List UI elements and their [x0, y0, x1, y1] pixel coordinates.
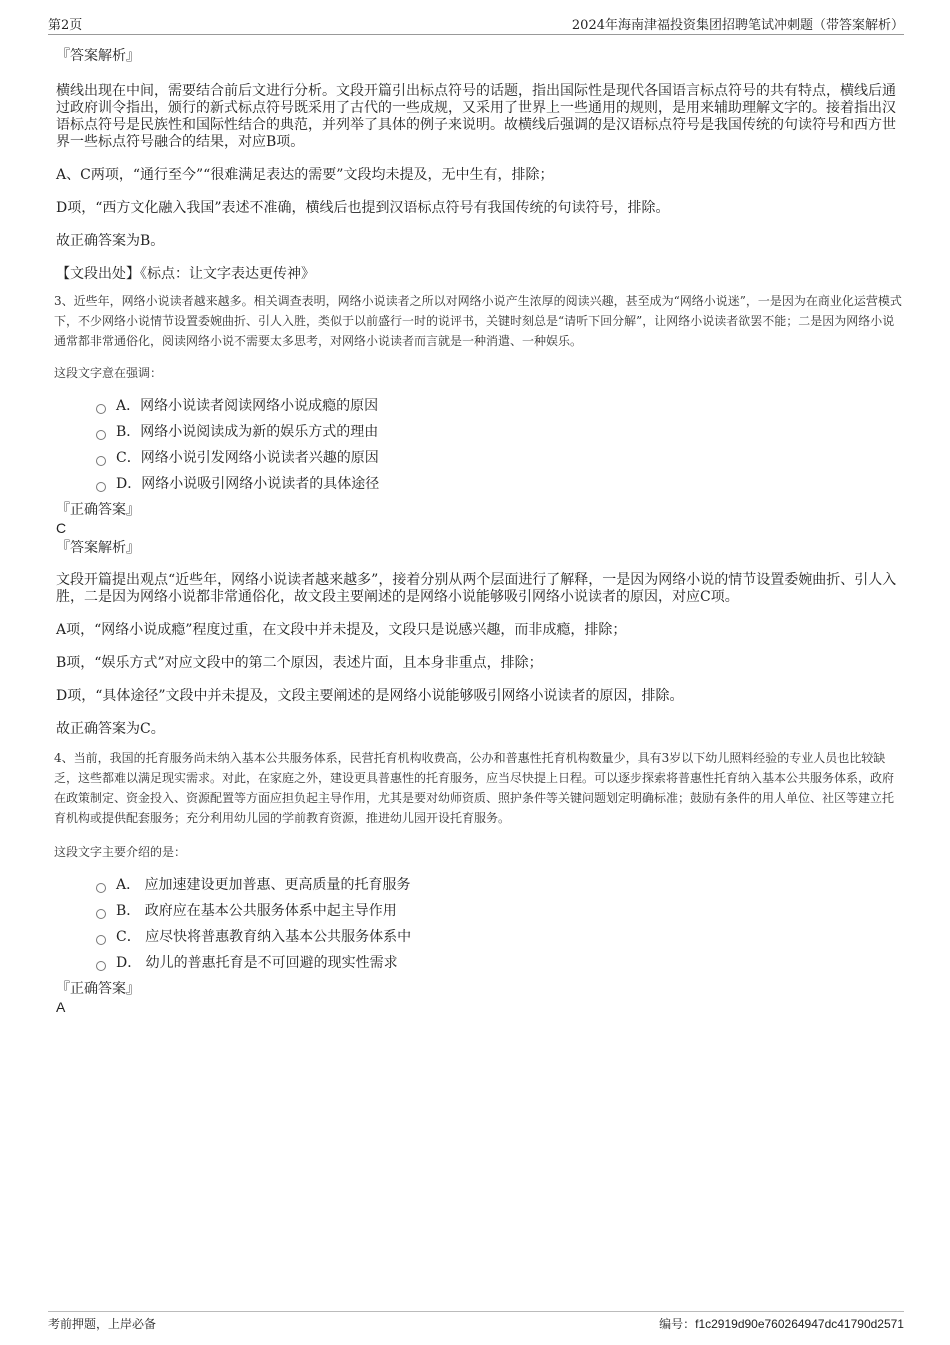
q4-option-d[interactable]	[56, 950, 902, 976]
radio-icon[interactable]	[96, 430, 106, 440]
q3-analysis-p1: 文段开篇提出观点“近些年，网络小说读者越来越多”，接着分别从两个层面进行了解释，一是因为网络小说的情节设置委婉曲折、引人入胜，二是因为网络小说都非常通俗化，故文段主要阐述的是网络小说能够吸引网络小说读者的原因，对应C项。	[56, 572, 897, 605]
q4-option-b-label: B． 政府应在基本公共服务体系中起主导作用	[116, 903, 397, 919]
q4-question: 这段文字主要介绍的是：	[54, 845, 187, 859]
q3-analysis-p4: D项，“具体途径”文段中并未提及，文段主要阐述的是网络小说能够吸引网络小说读者的原因，排除。	[56, 688, 684, 704]
q2-analysis-p1: 横线出现在中间，需要结合前后文进行分析。文段开篇引出标点符号的话题，指出国际性是现代各国语言标点符号的共有特点，横线后通过政府训令指出，颁行的新式标点符号既采用了古代的一些成规，又采用了世界上一些通用的规则，是用来辅助理解文字的。接着指出汉语标点符号是民族性和国际性结合的典范，并列举了具体的例子来说明。故横线后强调的是汉语标点符号是我国传统的句读符号和西方世界一些标点符号融合的结果，对应B项。	[56, 83, 896, 150]
radio-icon[interactable]	[96, 482, 106, 492]
radio-icon[interactable]	[96, 456, 106, 466]
q2-analysis-p3: D项，“西方文化融入我国”表述不准确，横线后也提到汉语标点符号有我国传统的句读符号，排除。	[56, 200, 670, 216]
q3-option-a[interactable]	[56, 393, 902, 419]
radio-icon[interactable]	[96, 909, 106, 919]
q3-correct-answer: C	[56, 520, 67, 536]
page-number: 第2页	[48, 18, 83, 33]
q2-analysis-label: 『答案解析』	[56, 48, 140, 64]
radio-icon[interactable]	[96, 404, 106, 414]
q4-options	[56, 872, 902, 976]
radio-icon[interactable]	[96, 935, 106, 945]
main-content	[56, 44, 902, 1016]
q3-option-b[interactable]	[56, 419, 902, 445]
q4-option-b[interactable]	[56, 898, 902, 924]
q3-option-c-label: C．网络小说引发网络小说读者兴趣的原因	[116, 450, 379, 466]
document-title: 2024年海南津福投资集团招聘笔试冲刺题（带答案解析）	[571, 18, 904, 33]
q2-analysis-p2: A、C两项，“通行至今”“很难满足表达的需要”文段均未提及，无中生有，排除；	[56, 167, 554, 183]
q3-stem: 3、近些年，网络小说读者越来越多。相关调查表明，网络小说读者之所以对网络小说产生浓厚的阅读兴趣，甚至成为“网络小说迷”，一是因为在商业化运营模式下，不少网络小说情节设置委婉曲折、引人入胜，类似于以前盛行一时的说评书，关键时刻总是“请听下回分解”，让网络小说读者欲罢不能；二是因为网络小说通常都非常通俗化，阅读网络小说不需要太多思考，对网络小说读者而言就是一种消遣、一种娱乐。	[54, 294, 902, 348]
page-header	[48, 12, 904, 35]
q4-correct-label: 『正确答案』	[56, 981, 140, 997]
q4-correct-answer: A	[56, 999, 66, 1015]
q4-option-c-label: C． 应尽快将普惠教育纳入基本公共服务体系中	[116, 929, 412, 945]
q2-analysis-p4: 故正确答案为B。	[56, 233, 165, 249]
q2-source: 【文段出处】《标点：让文字表达更传神》	[56, 266, 315, 282]
page-footer	[48, 1311, 904, 1334]
q3-analysis-label: 『答案解析』	[56, 540, 140, 556]
q3-option-d[interactable]	[56, 471, 902, 497]
q4-option-c[interactable]	[56, 924, 902, 950]
q4-stem: 4、当前，我国的托育服务尚未纳入基本公共服务体系，民营托育机构收费高，公办和普惠性托育机构数量少，具有3岁以下幼儿照料经验的专业人员也比较缺乏，这些都难以满足现实需求。对此，在家庭之外，建设更具普惠性的托育服务，应当尽快提上日程。可以逐步探索将普惠性托育纳入基本公共服务体系，政府在政策制定、资金投入、资源配置等方面应担负起主导作用，尤其是要对幼师资质、照护条件等关键问题划定明确标准；鼓励有条件的用人单位、社区等建立托育机构或提供配套服务；充分利用幼儿园的学前教育资源，推进幼儿园开设托育服务。	[54, 751, 895, 825]
q3-option-a-label: A．网络小说读者阅读网络小说成瘾的原因	[116, 398, 379, 414]
radio-icon[interactable]	[96, 961, 106, 971]
q4-option-a[interactable]	[56, 872, 902, 898]
q3-options	[56, 393, 902, 497]
radio-icon[interactable]	[96, 883, 106, 893]
q3-option-d-label: D．网络小说吸引网络小说读者的具体途径	[116, 476, 380, 492]
q3-analysis-p3: B项，“娱乐方式”对应文段中的第二个原因，表述片面，且本身非重点，排除；	[56, 655, 543, 671]
q3-correct-label: 『正确答案』	[56, 502, 140, 518]
q3-option-b-label: B．网络小说阅读成为新的娱乐方式的理由	[116, 424, 379, 440]
q3-question: 这段文字意在强调：	[54, 366, 163, 380]
footer-slogan: 考前押题，上岸必备	[48, 1317, 157, 1331]
q3-analysis-p2: A项，“网络小说成瘾”程度过重，在文段中并未提及，文段只是说感兴趣，而非成瘾，排除；	[56, 622, 627, 638]
q3-analysis-p5: 故正确答案为C。	[56, 721, 165, 737]
document-id: 编号：f1c2919d90e760264947dc41790d2571	[659, 1317, 904, 1331]
q4-option-a-label: A． 应加速建设更加普惠、更高质量的托育服务	[116, 877, 411, 893]
q4-option-d-label: D． 幼儿的普惠托育是不可回避的现实性需求	[116, 955, 398, 971]
q3-option-c[interactable]	[56, 445, 902, 471]
